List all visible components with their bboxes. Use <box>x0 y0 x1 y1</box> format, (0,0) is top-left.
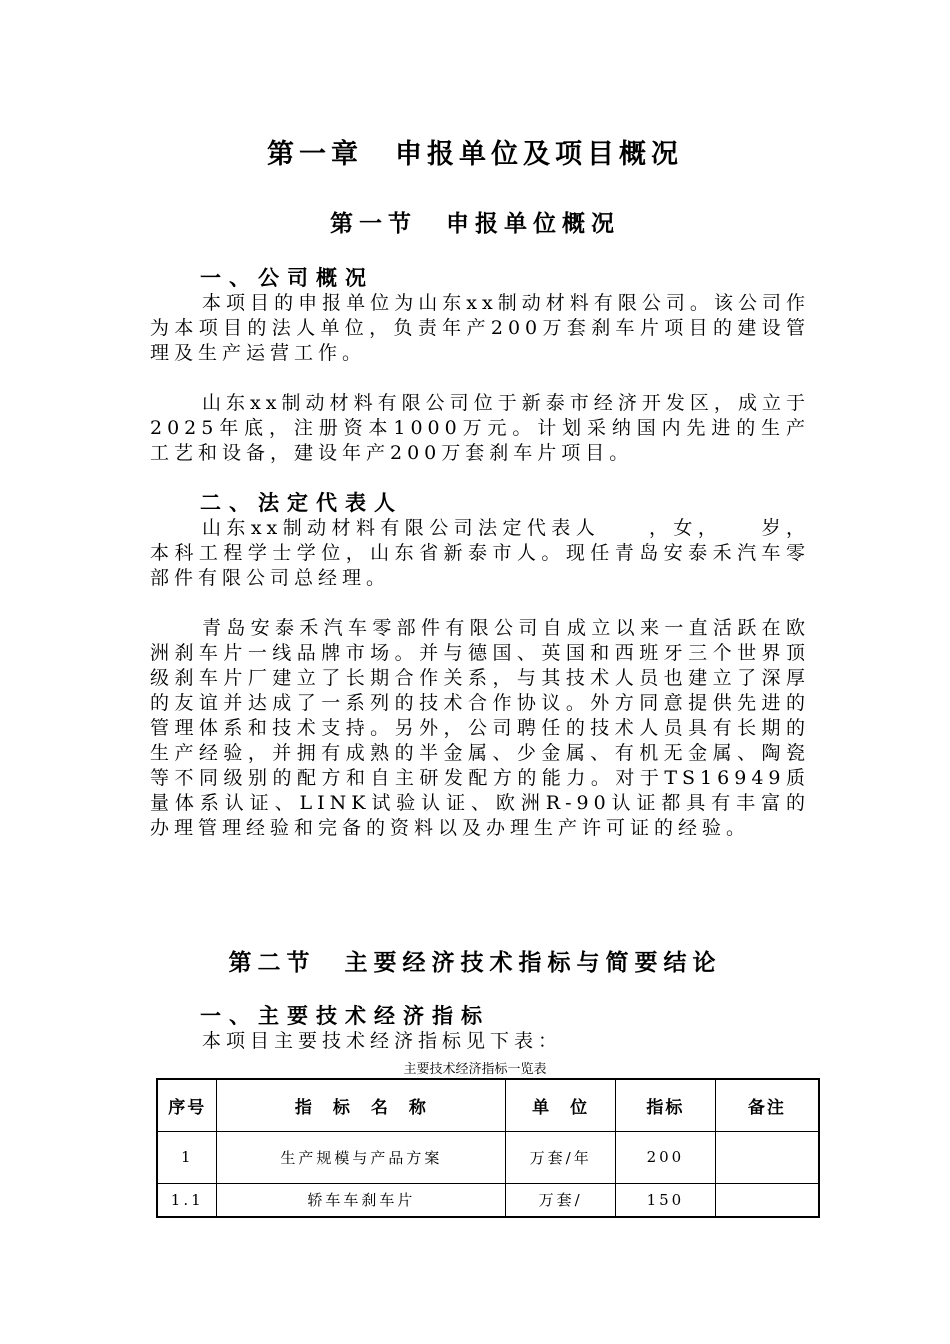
cell-name: 生产规模与产品方案 <box>217 1131 506 1183</box>
paragraph-legal-rep: 山东xx制动材料有限公司法定代表人 ，女， 岁，本科工程学士学位，山东省新泰市人。现任青岛安泰禾汽车零部件有限公司总经理。 <box>150 517 810 589</box>
cell-name: 轿车车刹车片 <box>217 1183 506 1217</box>
cell-note <box>715 1131 819 1183</box>
table-caption: 主要技术经济指标一览表 <box>403 1062 547 1077</box>
subsection-indicators-title: 一、主要技术经济指标 <box>200 1004 490 1028</box>
paragraph-company-location: 山东xx制动材料有限公司位于新泰市经济开发区，成立于2025年底，注册资本1000万元。计划采纳国内先进的生产工艺和设备，建设年产200万套刹车片项目。 <box>150 392 810 464</box>
table-header-row <box>157 1079 819 1131</box>
header-name: 指 标 名 称 <box>217 1079 506 1131</box>
paragraph-partner-company: 青岛安泰禾汽车零部件有限公司自成立以来一直活跃在欧洲刹车片一线品牌市场。并与德国、英国和西班牙三个世界顶级刹车片厂建立了长期合作关系，与其技术人员也建立了深厚的友谊并达成了一系列的技术合作协议。外方同意提供先进的管理体系和技术支持。另外，公司聘任的技术人员具有长期的生产经验，并拥有成熟的半金属、少金属、有机无金属、陶瓷等不同级别的配方和自主研发配方的能力。对于TS16949质量体系认证、LINK试验认证、欧洲R-90认证都具有丰富的办理管理经验和完备的资料以及办理生产许可证的经验。 <box>150 617 810 839</box>
cell-value: 150 <box>616 1183 716 1217</box>
cell-value: 200 <box>616 1131 716 1183</box>
header-value: 指标 <box>616 1079 716 1131</box>
cell-seq: 1 <box>157 1131 217 1183</box>
header-seq: 序号 <box>157 1079 217 1131</box>
cell-unit: 万套/ <box>506 1183 616 1217</box>
table-row <box>157 1183 819 1217</box>
cell-seq: 1.1 <box>157 1183 217 1217</box>
indicators-table <box>156 1078 820 1218</box>
header-unit: 单 位 <box>506 1079 616 1131</box>
subsection-company-overview-title: 一、公司概况 <box>200 266 374 290</box>
cell-unit: 万套/年 <box>506 1131 616 1183</box>
cell-note <box>715 1183 819 1217</box>
table-row <box>157 1131 819 1183</box>
paragraph-company-intro: 本项目的申报单位为山东xx制动材料有限公司。该公司作为本项目的法人单位，负责年产200万套刹车片项目的建设管理及生产运营工作。 <box>150 292 810 364</box>
paragraph-indicators-intro: 本项目主要技术经济指标见下表： <box>202 1030 563 1052</box>
header-note: 备注 <box>715 1079 819 1131</box>
section1-title: 第一节 申报单位概况 <box>330 211 620 237</box>
chapter-title: 第一章 申报单位及项目概况 <box>267 139 683 170</box>
subsection-legal-rep-title: 二、法定代表人 <box>200 491 403 515</box>
section2-title: 第二节 主要经济技术指标与简要结论 <box>228 950 722 976</box>
